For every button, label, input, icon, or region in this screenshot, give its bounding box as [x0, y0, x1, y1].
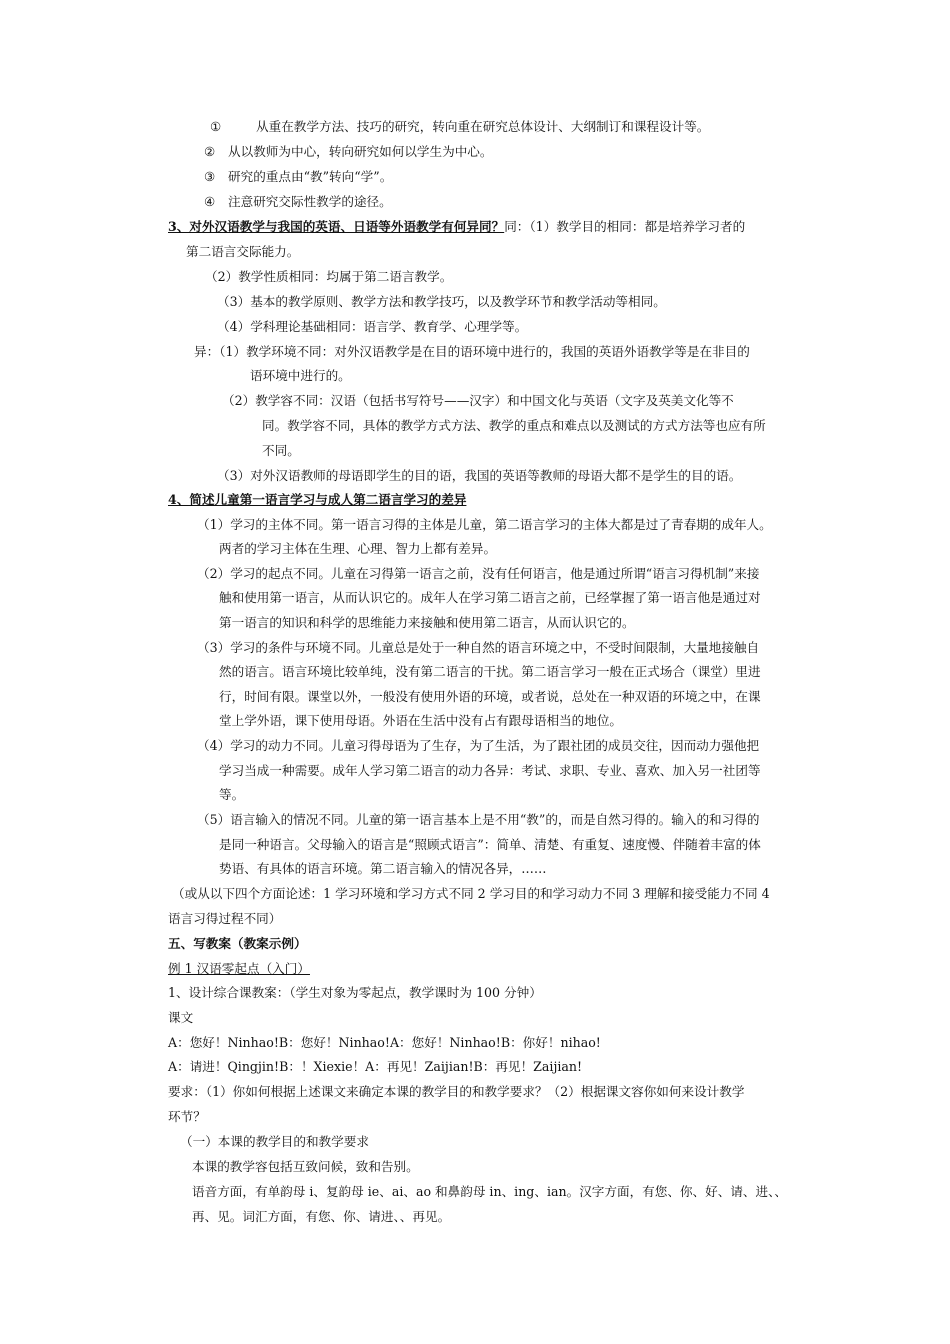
q4-p1-l2: 两者的学习主体在生理、心理、智力上都有差异。 [219, 541, 497, 556]
list-number: ① [210, 119, 222, 134]
q3-diff-1-cont: 语环境中进行的。 [250, 368, 351, 383]
q3-same-2: （2）教学性质相同：均属于第二语言教学。 [205, 269, 453, 284]
dialog-line-2: A：请进！Qingjin!B：！Xiexie！A：再见！Zaijian!B：再见！Zaijian! [168, 1059, 583, 1074]
list-text: 从重在教学方法、技巧的研究，转向重在研究总体设计、大纲制订和课程设计等。 [256, 119, 710, 134]
q3-diff-2: （2）教学容不同：汉语（包括书写符号——汉字）和中国文化与英语（文字及英美文化等不 [222, 393, 734, 408]
q3-diff-3: （3）对外汉语教师的母语即学生的目的语，我国的英语等教师的母语大都不是学生的目的语。 [217, 468, 742, 483]
list-item [204, 144, 492, 160]
q4-p3-l1: （3）学习的条件与环境不同。儿童总是处于一种自然的语言环境之中，不受时间限制，大量地接触自 [197, 640, 760, 655]
list-item [204, 169, 392, 185]
q4-p5-l3: 势语、有具体的语言环境。第二语言输入的情况各异，…… [219, 861, 547, 876]
list-item [204, 194, 392, 210]
q3-diff-1 [194, 344, 750, 360]
q3-diff-1-text: （1）教学环境不同：对外汉语教学是在目的语环境中进行的，我国的英语外语教学等是在非目的 [219, 344, 750, 359]
kewen-label: 课文 [168, 1010, 194, 1025]
list-text: 注意研究交际性教学的途径。 [228, 194, 392, 209]
list-item [210, 119, 709, 135]
q4-title: 4、简述儿童第一语言学习与成人第二语言学习的差异 [168, 492, 467, 507]
q3-same-4: （4）学科理论基础相同：语言学、教育学、心理学等。 [217, 319, 528, 334]
requirement-l2: 环节？ [168, 1109, 206, 1124]
q3-diff-2-cont2: 不同。 [262, 443, 300, 458]
example-title: 例 1 汉语零起点（入门） [168, 961, 310, 976]
q4-p4-l3: 等。 [219, 787, 245, 802]
q3-same-1: （1）教学目的相同：都是培养学习者的 [529, 219, 746, 234]
requirement-l1: 要求：（1）你如何根据上述课文来确定本课的教学目的和教学要求？（2）根据课文容你如何来设计教学 [168, 1084, 745, 1099]
q4-p5-l1: （5）语言输入的情况不同。儿童的第一语言基本上是不用“教”的，而是自然习得的。输入的和习得的 [197, 812, 760, 827]
q4-p3-l3: 行，时间有限。课堂以外，一般没有使用外语的环境，或者说，总处在一种双语的环境之中，在课 [219, 689, 761, 704]
q3-title-line [168, 219, 745, 235]
list-number: ③ [204, 169, 216, 184]
section-5-title: 五、写教案（教案示例） [168, 936, 307, 951]
list-text: 研究的重点由“教”转向“学”。 [228, 169, 393, 184]
q3-diff-label: 异： [194, 344, 220, 359]
q4-alt-l1: （或从以下四个方面论述：1 学习环境和学习方式不同 2 学习目的和学习动力不同 3 理解和接受能力不同 4 [172, 886, 770, 901]
q4-p3-l2: 然的语言。语言环境比较单纯，没有第二语言的干扰。第二语言学习一般在正式场合（课堂）里进 [219, 664, 761, 679]
q3-same-label: 同： [504, 219, 530, 234]
phon-l2: 再、见。词汇方面，有您、你、请进、、再见。 [192, 1209, 451, 1224]
subsection-1-title: （一）本课的教学目的和教学要求 [180, 1134, 369, 1149]
q4-p2-l1: （2）学习的起点不同。儿童在习得第一语言之前，没有任何语言，他是通过所谓“语言习得机制”来接 [197, 566, 760, 581]
q4-alt-l2: 语言习得过程不同） [168, 911, 282, 926]
phon-l1: 语音方面，有单韵母 i、复韵母 ie、ai、ao 和鼻韵母 in、ing、ian。汉字方面，有您、你、好、请、进、、 [192, 1184, 787, 1199]
q4-p2-l3: 第一语言的知识和科学的思维能力来接触和使用第二语言，从而认识它的。 [219, 615, 635, 630]
list-text: 从以教师为中心，转向研究如何以学生为中心。 [228, 144, 493, 159]
q3-title: 3、对外汉语教学与我国的英语、日语等外语教学有何异同？ [168, 219, 505, 234]
list-number: ② [204, 144, 216, 159]
q4-p5-l2: 是同一种语言。父母输入的语言是“照顾式语言”：简单、清楚、有重复、速度慢、伴随着丰富的体 [219, 837, 761, 852]
content-line: 本课的教学容包括互致问候，致和告别。 [192, 1159, 419, 1174]
q4-p1-l1: （1）学习的主体不同。第一语言习得的主体是儿童，第二语言学习的主体大都是过了青春期的成年人。 [197, 517, 772, 532]
dialog-line-1: A：您好！Ninhao!B：您好！Ninhao!A：您好！Ninhao!B：你好！nihao! [168, 1035, 601, 1050]
q4-p4-l2: 学习当成一种需要。成年人学习第二语言的动力各异：考试、求职、专业、喜欢、加入另一社团等 [219, 763, 761, 778]
q4-p2-l2: 触和使用第一语言，从而认识它的。成年人在学习第二语言之前，已经掌握了第一语言他是通过对 [219, 590, 761, 605]
q4-p3-l4: 堂上学外语，课下使用母语。外语在生活中没有占有跟母语相当的地位。 [219, 713, 622, 728]
q3-same-3: （3）基本的教学原则、教学方法和教学技巧，以及教学环节和教学活动等相同。 [217, 294, 666, 309]
list-number: ④ [204, 194, 216, 209]
q3-line2: 第二语言交际能力。 [186, 244, 300, 259]
design-heading: 1、设计综合课教案：（学生对象为零起点，教学课时为 100 分钟） [168, 985, 542, 1000]
q3-diff-2-cont: 同。教学容不同，具体的教学方式方法、教学的重点和难点以及测试的方式方法等也应有所 [262, 418, 766, 433]
q4-p4-l1: （4）学习的动力不同。儿童习得母语为了生存，为了生活，为了跟社团的成员交往，因而动力强他把 [197, 738, 760, 753]
